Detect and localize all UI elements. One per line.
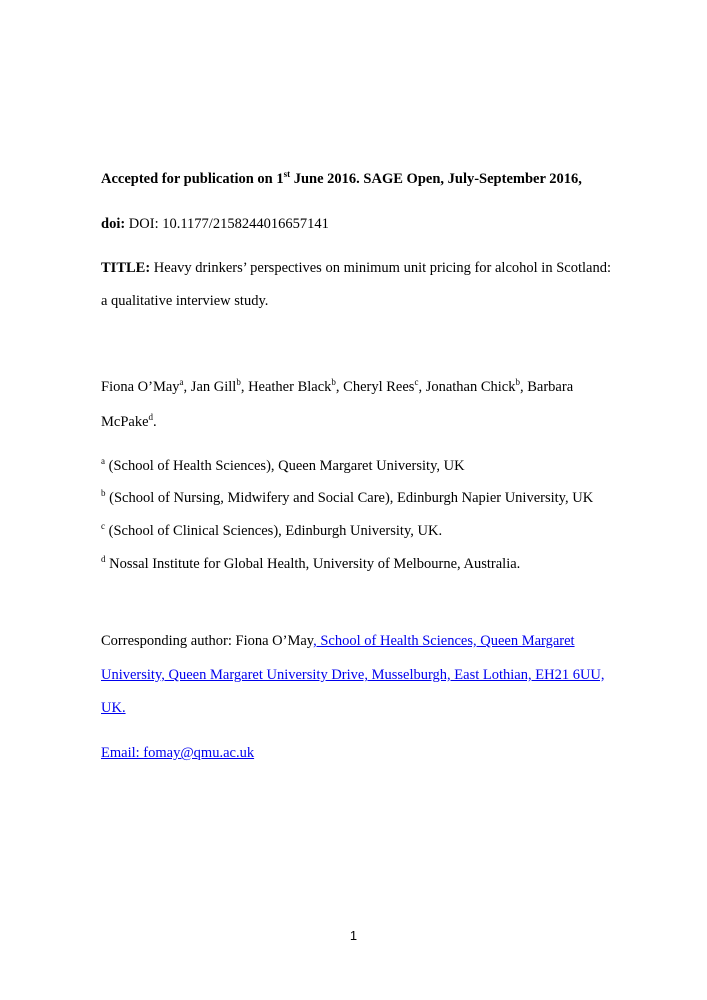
author-sup: d <box>148 412 154 422</box>
author: , Jan Gill <box>183 379 237 395</box>
acceptance-text: Accepted for publication on 1 <box>101 171 284 187</box>
author-sup: b <box>515 377 520 387</box>
author: , Cheryl Rees <box>335 379 415 395</box>
author: McPake <box>101 414 149 430</box>
author: , Heather Black <box>240 379 332 395</box>
author-sup: c <box>414 377 419 387</box>
author-sup: b <box>236 377 241 387</box>
title-line-1 <box>101 259 611 277</box>
corresponding-address-link[interactable]: University, Queen Margaret University Drive, Musselburgh, East Lothian, EH21 6UU, <box>101 667 605 683</box>
doi-value: DOI: 10.1177/2158244016657141 <box>125 216 329 232</box>
doi-line <box>101 215 329 233</box>
affiliation-sup: c <box>101 521 105 531</box>
page-number: 1 <box>349 928 358 943</box>
authors-line-2 <box>101 413 157 431</box>
affiliation-a <box>101 457 465 475</box>
title-text-2: a qualitative interview study. <box>101 293 269 309</box>
corresponding-line-1 <box>101 632 575 650</box>
affiliation-text: (School of Health Sciences), Queen Margaret University, UK <box>105 458 465 474</box>
authors-end: . <box>153 414 157 430</box>
affiliation-sup: b <box>101 488 106 498</box>
author: Fiona O’May <box>101 379 180 395</box>
authors-line-1 <box>101 378 573 396</box>
title-label: TITLE: <box>101 260 151 276</box>
author-sup: b <box>331 377 336 387</box>
affiliation-sup: a <box>101 456 105 466</box>
affiliation-c <box>101 522 442 540</box>
author: , Jonathan Chick <box>418 379 516 395</box>
doi-label: doi: <box>101 216 126 232</box>
corresponding-address-link[interactable]: , School of Health Sciences, Queen Margaret <box>313 633 575 649</box>
corresponding-address-link[interactable]: UK. <box>101 700 126 716</box>
email-link[interactable]: Email: fomay@qmu.ac.uk <box>101 745 255 761</box>
corresponding-label: Corresponding author: Fiona O’May <box>101 633 314 649</box>
affiliation-d <box>101 555 520 573</box>
affiliation-sup: d <box>101 554 106 564</box>
affiliation-text: (School of Clinical Sciences), Edinburgh University, UK. <box>105 523 443 539</box>
affiliation-text: (School of Nursing, Midwifery and Social Care), Edinburgh Napier University, UK <box>105 490 594 506</box>
author: , Barbara <box>520 379 574 395</box>
affiliation-b <box>101 489 593 507</box>
affiliation-text: Nossal Institute for Global Health, University of Melbourne, Australia. <box>105 556 521 572</box>
title-line-2 <box>101 292 268 310</box>
corresponding-line-2 <box>101 666 605 684</box>
acceptance-sup: st <box>283 169 291 179</box>
corresponding-line-3 <box>101 699 126 717</box>
email-line <box>101 744 254 762</box>
author-sup: a <box>179 377 184 387</box>
acceptance-line <box>101 170 582 188</box>
acceptance-text-2: June 2016. SAGE Open, July-September 2016, <box>290 171 582 187</box>
title-text: Heavy drinkers’ perspectives on minimum unit pricing for alcohol in Scotland: <box>150 260 611 276</box>
